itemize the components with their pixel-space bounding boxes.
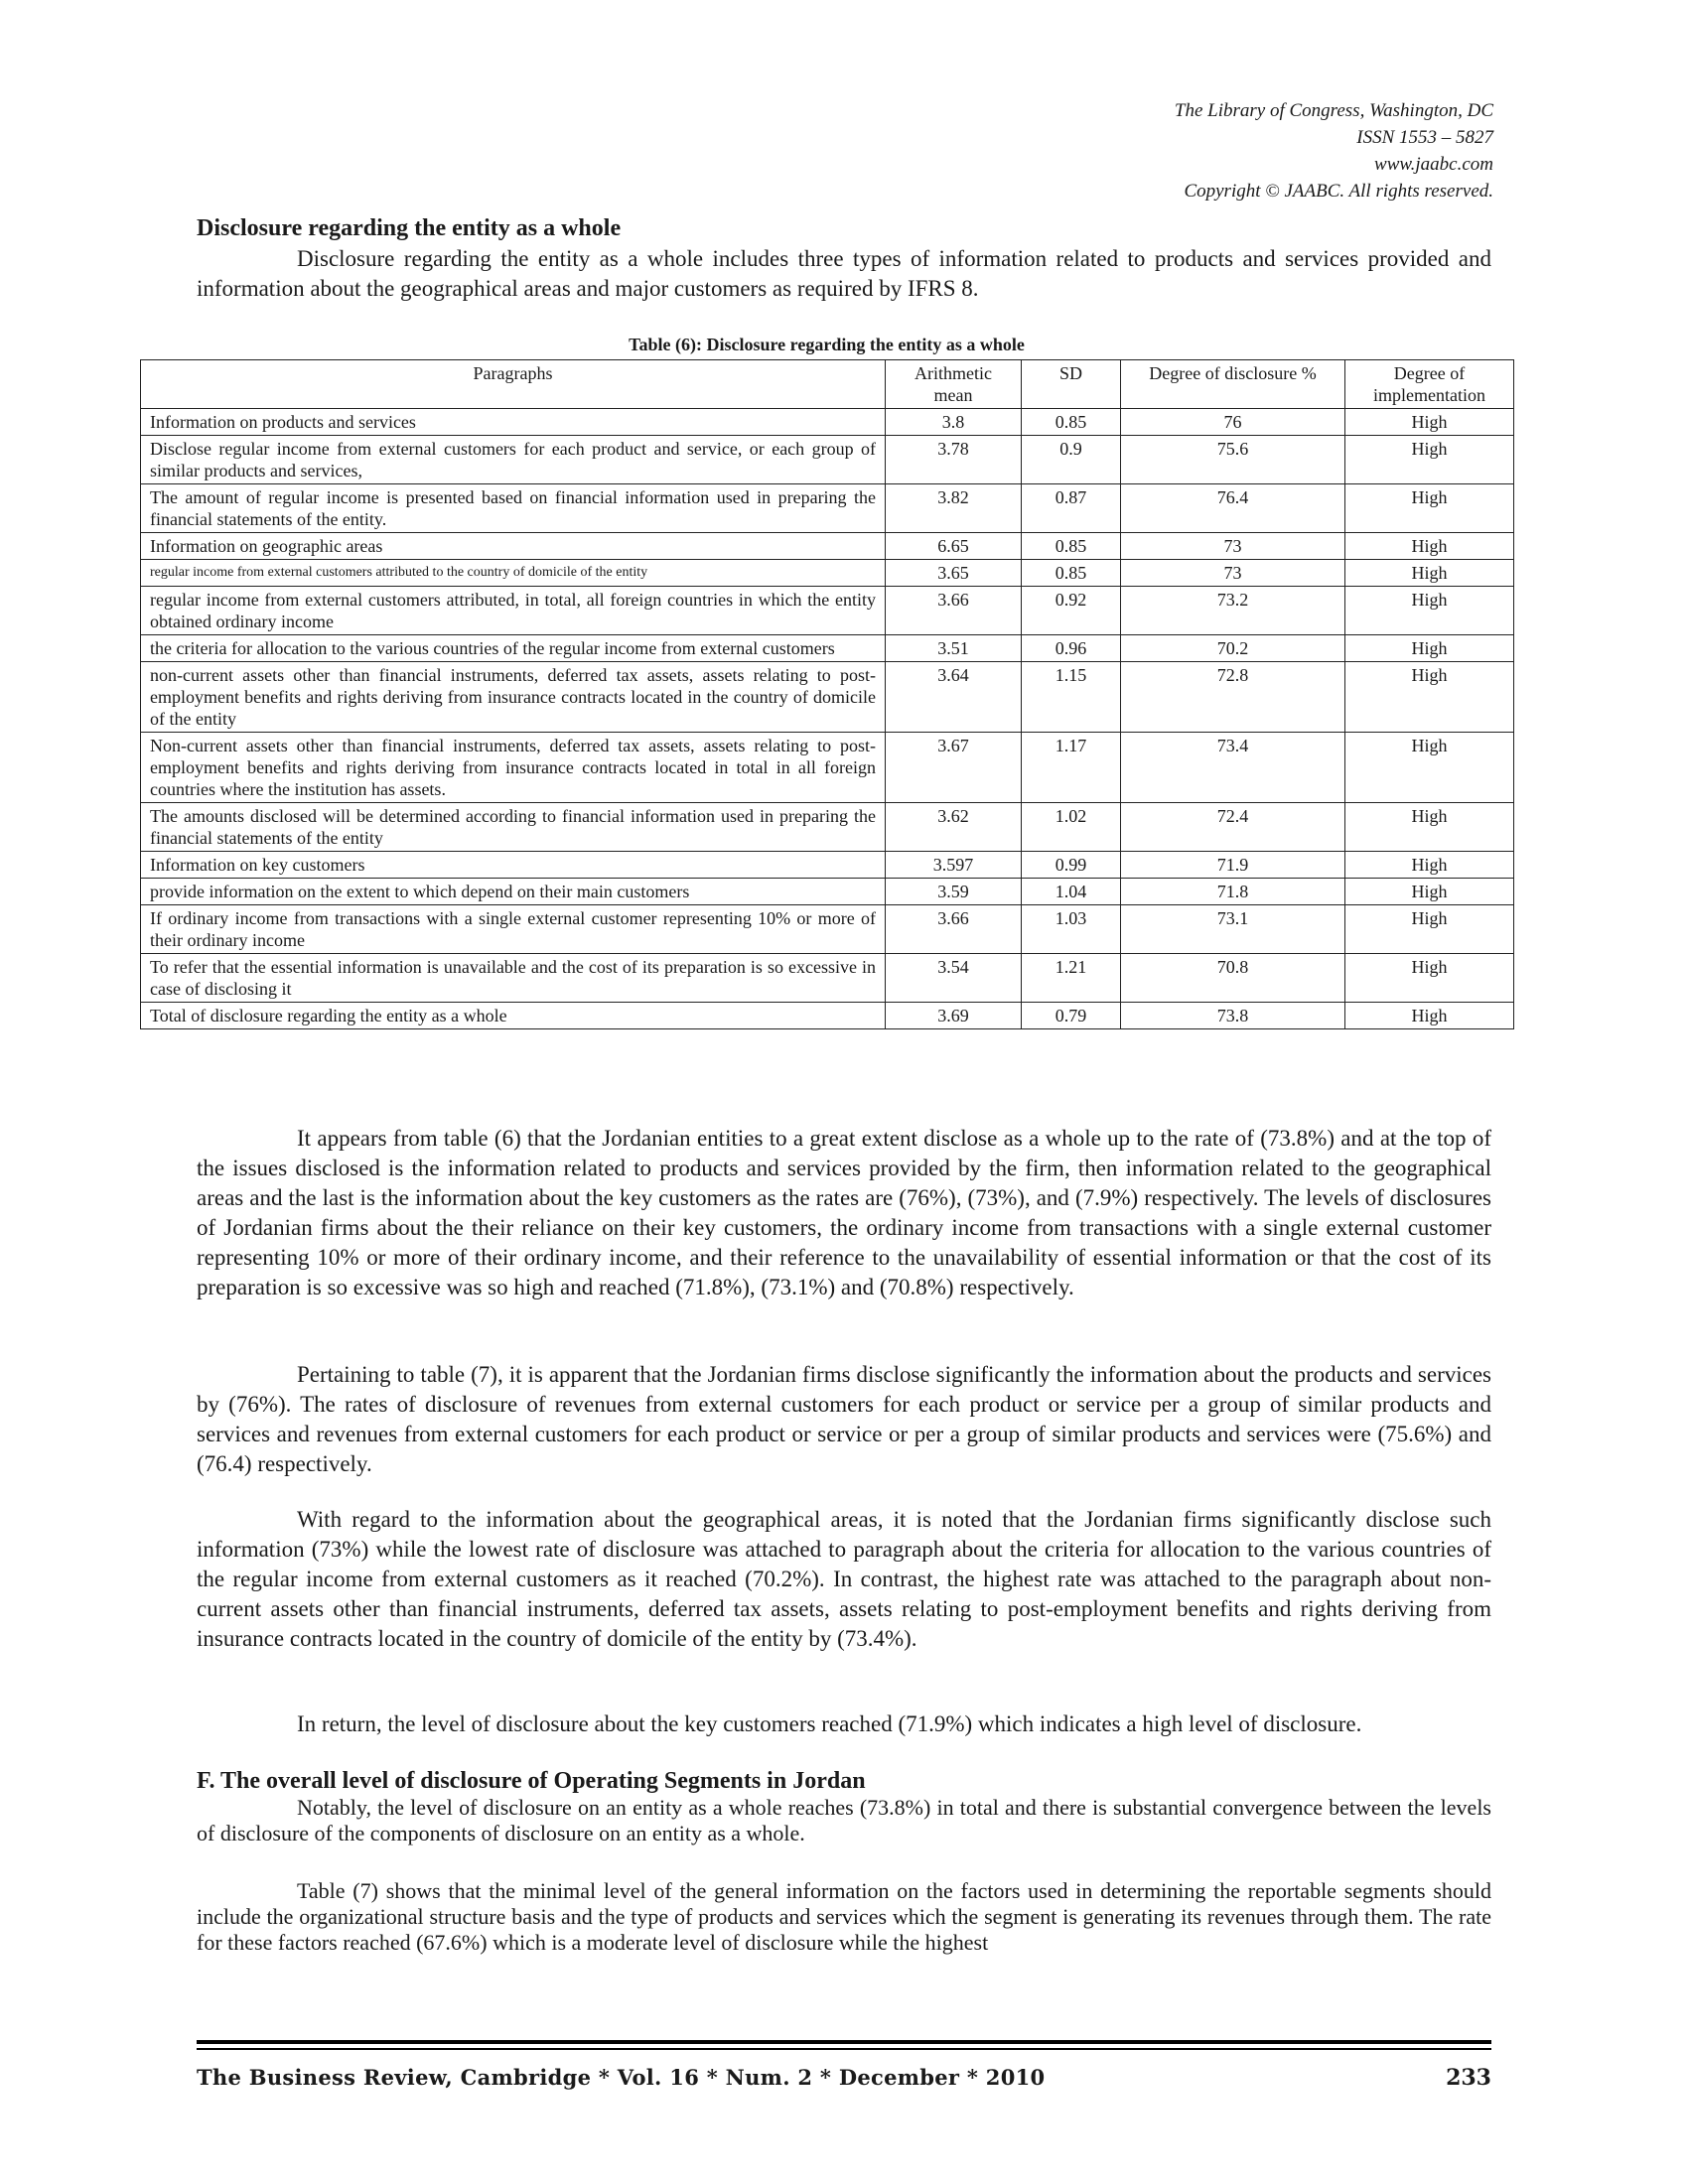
cell-mean: 6.65: [886, 533, 1022, 560]
cell-mean: 3.62: [886, 803, 1022, 852]
table-row: [141, 635, 1514, 662]
cell-sd: 0.96: [1022, 635, 1121, 662]
table-row: [141, 484, 1514, 533]
cell-disclosure: 72.4: [1121, 803, 1345, 852]
cell-mean: 3.51: [886, 635, 1022, 662]
cell-disclosure: 73.8: [1121, 1003, 1345, 1029]
header-line-copyright: Copyright © JAABC. All rights reserved.: [1184, 181, 1493, 202]
cell-implementation: High: [1345, 852, 1514, 879]
cell-mean: 3.65: [886, 560, 1022, 587]
cell-paragraph: Disclose regular income from external customers for each product and service, or each group of similar products and services,: [141, 436, 886, 484]
cell-mean: 3.78: [886, 436, 1022, 484]
cell-disclosure: 73: [1121, 560, 1345, 587]
cell-paragraph: If ordinary income from transactions with a single external customer representing 10% or more of their ordinary income: [141, 905, 886, 954]
cell-disclosure: 73.2: [1121, 587, 1345, 635]
table-row: [141, 733, 1514, 803]
cell-sd: 1.03: [1022, 905, 1121, 954]
table-header-row: [141, 360, 1514, 409]
cell-sd: 1.17: [1022, 733, 1121, 803]
header-line-library: The Library of Congress, Washington, DC: [1174, 100, 1493, 121]
body-paragraph: In return, the level of disclosure about the key customers reached (71.9%) which indicates a high level of disclosure.: [297, 1711, 1362, 1736]
cell-disclosure: 71.9: [1121, 852, 1345, 879]
cell-sd: 1.02: [1022, 803, 1121, 852]
cell-sd: 1.15: [1022, 662, 1121, 733]
cell-mean: 3.54: [886, 954, 1022, 1003]
cell-sd: 0.85: [1022, 560, 1121, 587]
cell-implementation: High: [1345, 954, 1514, 1003]
cell-implementation: High: [1345, 635, 1514, 662]
table-row: [141, 533, 1514, 560]
running-header: [1175, 97, 1493, 205]
header-sd: SD: [1022, 360, 1121, 409]
cell-implementation: High: [1345, 560, 1514, 587]
table-row: [141, 409, 1514, 436]
cell-implementation: High: [1345, 436, 1514, 484]
header-paragraphs: Paragraphs: [141, 360, 886, 409]
header-line-issn: ISSN 1553 – 5827: [1356, 127, 1493, 148]
cell-disclosure: 73: [1121, 533, 1345, 560]
table-row: [141, 662, 1514, 733]
cell-mean: 3.64: [886, 662, 1022, 733]
table-row: [141, 852, 1514, 879]
table-row: [141, 436, 1514, 484]
cell-implementation: High: [1345, 1003, 1514, 1029]
table-body: [141, 409, 1514, 1029]
cell-sd: 0.92: [1022, 587, 1121, 635]
cell-paragraph: The amounts disclosed will be determined according to financial information used in preparing the financial statements of the entity: [141, 803, 886, 852]
table-row: [141, 803, 1514, 852]
cell-sd: 1.04: [1022, 879, 1121, 905]
cell-disclosure: 70.8: [1121, 954, 1345, 1003]
table-caption: Table (6): Disclosure regarding the entity as a whole: [629, 335, 1025, 354]
cell-mean: 3.597: [886, 852, 1022, 879]
cell-paragraph: Information on key customers: [141, 852, 886, 879]
cell-disclosure: 71.8: [1121, 879, 1345, 905]
cell-disclosure: 72.8: [1121, 662, 1345, 733]
cell-disclosure: 76.4: [1121, 484, 1345, 533]
cell-mean: 3.8: [886, 409, 1022, 436]
cell-paragraph: To refer that the essential information is unavailable and the cost of its preparation is so excessive in case of disclosing it: [141, 954, 886, 1003]
cell-implementation: High: [1345, 533, 1514, 560]
cell-implementation: High: [1345, 662, 1514, 733]
footer-rule-thin: [197, 2048, 1491, 2050]
cell-implementation: High: [1345, 409, 1514, 436]
disclosure-table: [140, 359, 1514, 1029]
cell-disclosure: 75.6: [1121, 436, 1345, 484]
body-paragraph: With regard to the information about the geographical areas, it is noted that the Jordanian firms significantly disclose such information (73%) while the lowest rate of disclosure was attached to paragraph about the criteria for allocation to the various countries of the regular income from external customers as it reached (70.2%). In contrast, the highest rate was attached to the paragraph about non-current assets other than financial instruments, deferred tax assets, assets relating to post-employment benefits and rights deriving from insurance contracts located in the country of domicile of the entity by (73.4%).: [197, 1507, 1491, 1651]
page-number: 233: [1446, 2065, 1491, 2091]
cell-disclosure: 73.4: [1121, 733, 1345, 803]
header-line-website: www.jaabc.com: [1374, 154, 1493, 175]
cell-paragraph: regular income from external customers attributed to the country of domicile of the entity: [141, 560, 886, 587]
cell-paragraph: the criteria for allocation to the various countries of the regular income from external customers: [141, 635, 886, 662]
footer-rule-thick: [197, 2040, 1491, 2044]
body-paragraph: Notably, the level of disclosure on an entity as a whole reaches (73.8%) in total and there is substantial convergence between the levels of disclosure of the components of disclosure on an entity as a whole.: [197, 1795, 1491, 1845]
cell-sd: 0.85: [1022, 533, 1121, 560]
table-row: [141, 905, 1514, 954]
table-row: [141, 879, 1514, 905]
table-row: [141, 560, 1514, 587]
cell-sd: 0.87: [1022, 484, 1121, 533]
cell-disclosure: 73.1: [1121, 905, 1345, 954]
cell-sd: 0.85: [1022, 409, 1121, 436]
cell-paragraph: Information on products and services: [141, 409, 886, 436]
cell-paragraph: non-current assets other than financial instruments, deferred tax assets, assets relating to post-employment benefits and rights deriving from insurance contracts located in the country of domicile of the entity: [141, 662, 886, 733]
body-paragraph: Table (7) shows that the minimal level of the general information on the factors used in determining the reportable segments should include the organizational structure basis and the type of products and services which the segment is generating its revenues through them. The rate for these factors reached (67.6%) which is a moderate level of disclosure while the highest: [197, 1878, 1491, 1955]
cell-implementation: High: [1345, 905, 1514, 954]
cell-sd: 0.79: [1022, 1003, 1121, 1029]
table-row: [141, 587, 1514, 635]
table-row: [141, 954, 1514, 1003]
cell-implementation: High: [1345, 587, 1514, 635]
header-degree-implementation: Degree of implementation: [1345, 360, 1514, 409]
header-arithmetic-mean: Arithmetic mean: [886, 360, 1022, 409]
cell-paragraph: regular income from external customers attributed, in total, all foreign countries in which the entity obtained ordinary income: [141, 587, 886, 635]
cell-sd: 0.9: [1022, 436, 1121, 484]
table-row: [141, 1003, 1514, 1029]
cell-implementation: High: [1345, 803, 1514, 852]
header-degree-disclosure: Degree of disclosure %: [1121, 360, 1345, 409]
cell-disclosure: 70.2: [1121, 635, 1345, 662]
cell-sd: 1.21: [1022, 954, 1121, 1003]
cell-mean: 3.59: [886, 879, 1022, 905]
cell-mean: 3.82: [886, 484, 1022, 533]
section-heading-entity: Disclosure regarding the entity as a whole: [197, 215, 622, 241]
cell-mean: 3.66: [886, 905, 1022, 954]
journal-footer: The Business Review, Cambridge * Vol. 16 * Num. 2 * December * 2010: [197, 2065, 1046, 2090]
cell-mean: 3.66: [886, 587, 1022, 635]
cell-implementation: High: [1345, 484, 1514, 533]
cell-implementation: High: [1345, 879, 1514, 905]
body-paragraph: Pertaining to table (7), it is apparent that the Jordanian firms disclose significantly the information about the products and services by (76%). The rates of disclosure of revenues from external customers for each product or service per a group of similar products and services and revenues from external customers for each product or service or per a group of similar products and services were (75.6%) and (76.4) respectively.: [197, 1362, 1491, 1476]
body-paragraph: It appears from table (6) that the Jordanian entities to a great extent disclose as a whole up to the rate of (73.8%) and at the top of the issues disclosed is the information related to products and services provided by the firm, then information related to the geographical areas and the last is the information about the key customers as the rates are (76%), (73%), and (7.9%) respectively. The levels of disclosures of Jordanian firms about the their reliance on their key customers, the ordinary income from transactions with a single external customer representing 10% or more of their ordinary income, and their reference to the unavailability of essential information or that the cost of its preparation is so excessive was so high and reached (71.8%), (73.1%) and (70.8%) respectively.: [197, 1126, 1491, 1299]
section-heading-overall: F. The overall level of disclosure of Operating Segments in Jordan: [197, 1768, 866, 1794]
cell-disclosure: 76: [1121, 409, 1345, 436]
cell-mean: 3.67: [886, 733, 1022, 803]
cell-paragraph: Total of disclosure regarding the entity as a whole: [141, 1003, 886, 1029]
cell-paragraph: Information on geographic areas: [141, 533, 886, 560]
cell-sd: 0.99: [1022, 852, 1121, 879]
cell-paragraph: Non-current assets other than financial instruments, deferred tax assets, assets relating to post-employment benefits and rights deriving from insurance contracts located in total in all foreign countries where the institution has assets.: [141, 733, 886, 803]
intro-paragraph: Disclosure regarding the entity as a whole includes three types of information related to products and services provided and information about the geographical areas and major customers as required by IFRS 8.: [197, 246, 1491, 301]
cell-paragraph: provide information on the extent to which depend on their main customers: [141, 879, 886, 905]
cell-mean: 3.69: [886, 1003, 1022, 1029]
cell-paragraph: The amount of regular income is presented based on financial information used in preparing the financial statements of the entity.: [141, 484, 886, 533]
cell-implementation: High: [1345, 733, 1514, 803]
